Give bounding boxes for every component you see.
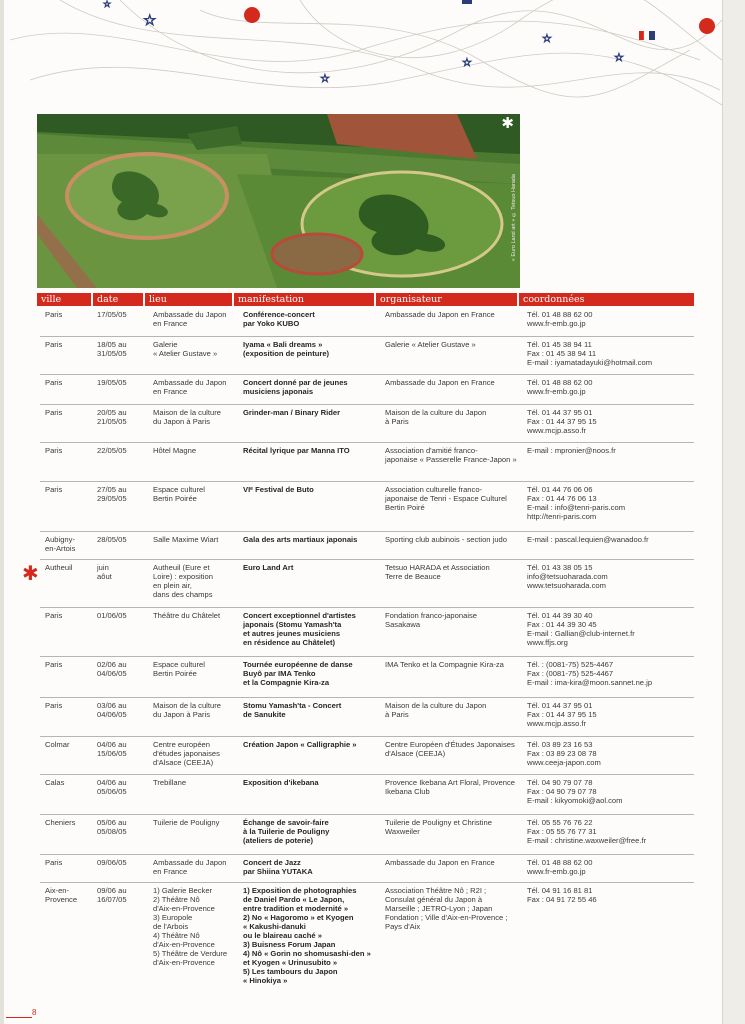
cell-organisateur: Ambassade du Japon en France	[385, 378, 495, 387]
cell-lieu: Espace culturel Bertin Poirée	[153, 485, 205, 503]
cell-manifestation: Conférence-concert par Yoko KUBO	[243, 310, 315, 328]
cell-manifestation: Tournée européenne de danse Buyô par IMA Tenko et la Compagnie Kira-za	[243, 660, 353, 687]
star-icon: ☆	[143, 11, 157, 29]
cell-manifestation: VIᵉ Festival de Buto	[243, 485, 314, 494]
cell-manifestation: Grinder-man / Binary Rider	[243, 408, 341, 417]
table-row	[40, 375, 694, 405]
table-row	[40, 815, 694, 855]
page-number-rule	[6, 1017, 32, 1018]
cell-lieu: Trebillane	[153, 778, 187, 787]
table-row	[40, 443, 694, 482]
cell-ville: Paris	[45, 310, 63, 319]
table-row	[40, 855, 694, 883]
cell-coordonnees: Tél. 01 44 37 95 01 Fax : 01 44 37 95 15 www.mcjp.asso.fr	[527, 408, 597, 435]
aerial-field-image	[37, 114, 520, 288]
cell-lieu: Ambassade du Japon en France	[153, 378, 227, 396]
cell-ville: Paris	[45, 408, 63, 417]
column-header-date: date	[93, 293, 143, 306]
cell-lieu: Tuilerie de Pouligny	[153, 818, 220, 827]
table-row	[40, 608, 694, 657]
cell-manifestation: Stomu Yamash'ta - Concert de Sanukite	[243, 701, 342, 719]
cell-organisateur: Maison de la culture du Japon à Paris	[385, 701, 487, 719]
cell-manifestation: Création Japon « Calligraphie »	[243, 740, 357, 749]
cell-date: 19/05/05	[97, 378, 127, 387]
cell-lieu: Théâtre du Châtelet	[153, 611, 221, 620]
cell-ville: Paris	[45, 660, 63, 669]
cell-lieu: Hôtel Magne	[153, 446, 197, 455]
cell-manifestation: Échange de savoir-faire à la Tuilerie de Pouligny (ateliers de poterie)	[243, 818, 330, 845]
cell-lieu: Salle Maxime Wiart	[153, 535, 219, 544]
cell-manifestation: Gala des arts martiaux japonais	[243, 535, 358, 544]
cell-lieu: Maison de la culture du Japon à Paris	[153, 408, 221, 426]
cell-lieu: Espace culturel Bertin Poirée	[153, 660, 205, 678]
cell-ville: Paris	[45, 701, 63, 710]
asterisk-icon: ✱	[501, 115, 514, 132]
cell-date: 04/06 au 05/06/05	[97, 778, 127, 796]
cell-date: 09/06 au 16/07/05	[97, 886, 127, 904]
column-header-ville: ville	[37, 293, 91, 306]
cell-date: 04/06 au 15/06/05	[97, 740, 127, 758]
cell-ville: Aix-en- Provence	[45, 886, 78, 904]
cell-date: 09/06/05	[97, 858, 127, 867]
cell-coordonnees: Tél. 01 48 88 62 00 www.fr-emb.go.jp	[527, 310, 593, 328]
cell-date: 20/05 au 21/05/05	[97, 408, 127, 426]
cell-coordonnees: Tél. 01 44 76 06 06 Fax : 01 44 76 06 13 E-mail : info@tenri-paris.com http://tenri-paris.com	[527, 485, 626, 521]
land-art-photo	[37, 114, 520, 288]
cell-lieu: Centre européen d'études japonaises d'Alsace (CEEJA)	[153, 740, 220, 767]
cell-coordonnees: Tél. : (0081-75) 525-4467 Fax : (0081-75) 525-4467 E-mail : ima-kira@moon.sannet.ne.jp	[527, 660, 653, 687]
photo-credit: « Euro Land art » © Tetsuo Harada	[511, 174, 517, 262]
cell-ville: Calas	[45, 778, 65, 787]
flag-fragment-icon	[462, 0, 472, 4]
cell-organisateur: Ambassade du Japon en France	[385, 858, 495, 867]
cell-date: 22/05/05	[97, 446, 127, 455]
cell-organisateur: Association culturelle franco- japonaise de Tenri - Espace Culturel Bertin Poiré	[385, 485, 507, 512]
column-header-manifestation: manifestation	[234, 293, 374, 306]
cell-lieu: Galerie « Atelier Gustave »	[153, 340, 218, 358]
star-icon: ☆	[542, 32, 552, 45]
cell-organisateur: Tuilerie de Pouligny et Christine Waxweiler	[385, 818, 492, 836]
cell-organisateur: Fondation franco-japonaise Sasakawa	[385, 611, 478, 629]
cell-ville: Paris	[45, 446, 63, 455]
cell-manifestation: 1) Exposition de photographies de Daniel Pardo « Le Japon, entre tradition et modernité » 2) No « Hagoromo » et Kyogen « Kakushi-danuki ou le blaireau caché » 3) Buisness Forum Japan 4) Nô « Gorin no shomusashi-den » et Kyogen « Urinusubito » 5) Les tambours du Japon « Hinokiya »	[243, 886, 371, 985]
cell-organisateur: Ambassade du Japon en France	[385, 310, 495, 319]
column-header-coordonnees: coordonnées	[519, 293, 694, 306]
cell-lieu: Maison de la culture du Japon à Paris	[153, 701, 221, 719]
cell-date: 27/05 au 29/05/05	[97, 485, 127, 503]
header-decoration	[0, 0, 745, 112]
column-header-organisateur: organisateur	[376, 293, 517, 306]
asterisk-marker-icon: ✱	[22, 563, 39, 585]
cell-manifestation: Concert donné par de jeunes musiciens japonais	[243, 378, 348, 396]
red-dot-icon	[244, 7, 260, 23]
cell-coordonnees: Tél. 04 90 79 07 78 Fax : 04 90 79 07 78 E-mail : kikyomoki@aol.com	[527, 778, 623, 805]
cell-organisateur: Sporting club aubinois - section judo	[385, 535, 507, 544]
cell-coordonnees: Tél. 04 91 16 81 81 Fax : 04 91 72 55 46	[527, 886, 597, 904]
cell-coordonnees: Tél. 01 43 38 05 15 info@tetsuoharada.com www.tetsuoharada.com	[527, 563, 608, 590]
cell-coordonnees: E-mail : mpronier@noos.fr	[527, 446, 616, 455]
flag-icon	[639, 31, 655, 40]
cell-organisateur: Centre Européen d'Études Japonaises d'Alsace (CEEJA)	[385, 740, 515, 758]
cell-manifestation: Euro Land Art	[243, 563, 294, 572]
cell-ville: Aubigny- en-Artois	[45, 535, 76, 553]
cell-organisateur: IMA Tenko et la Compagnie Kira-za	[385, 660, 504, 669]
cell-date: 03/06 au 04/06/05	[97, 701, 127, 719]
cell-manifestation: Iyama « Bali dreams » (exposition de peinture)	[243, 340, 330, 358]
star-icon: ☆	[462, 56, 472, 69]
cell-coordonnees: Tél. 05 55 76 76 22 Fax : 05 55 76 77 31 E-mail : christine.waxweiler@free.fr	[527, 818, 647, 845]
cell-ville: Paris	[45, 340, 63, 349]
cell-ville: Colmar	[45, 740, 70, 749]
cell-organisateur: Tetsuo HARADA et Association Terre de Beauce	[385, 563, 490, 581]
table-row	[40, 482, 694, 532]
star-icon: ☆	[614, 51, 624, 64]
cell-date: juin aôut	[97, 563, 112, 581]
cell-lieu: Autheuil (Eure et Loire) : exposition en plein air, dans des champs	[153, 563, 213, 599]
cell-coordonnees: Tél. 01 45 38 94 11 Fax : 01 45 38 94 11 E-mail : iyamatadayuki@hotmail.com	[527, 340, 653, 367]
cell-coordonnees: Tél. 03 89 23 16 53 Fax : 03 89 23 08 78 www.ceeja-japon.com	[527, 740, 601, 767]
cell-date: 01/06/05	[97, 611, 127, 620]
cell-coordonnees: Tél. 01 44 37 95 01 Fax : 01 44 37 95 15 www.mcjp.asso.fr	[527, 701, 597, 728]
cell-manifestation: Concert exceptionnel d'artistes japonais (Stomu Yamash'ta et autres jeunes musiciens en résidence au Châtelet)	[243, 611, 356, 647]
cell-lieu: Ambassade du Japon en France	[153, 858, 227, 876]
cell-ville: Paris	[45, 485, 63, 494]
cell-ville: Paris	[45, 611, 63, 620]
cell-date: 05/06 au 05/08/05	[97, 818, 127, 836]
star-icon: ☆	[320, 72, 330, 85]
cell-date: 18/05 au 31/05/05	[97, 340, 127, 358]
table-row	[40, 698, 694, 737]
cell-organisateur: Provence Ikebana Art Floral, Provence Ikebana Club	[385, 778, 516, 796]
cell-coordonnees: E-mail : pascal.lequien@wanadoo.fr	[527, 535, 649, 544]
cell-ville: Autheuil	[45, 563, 73, 572]
cell-organisateur: Association d'amitié franco- japonaise « Passerelle France-Japon »	[385, 446, 517, 464]
star-icon: ☆	[103, 0, 112, 10]
cell-ville: Paris	[45, 858, 63, 867]
cell-organisateur: Galerie « Atelier Gustave »	[385, 340, 476, 349]
cell-manifestation: Exposition d'ikebana	[243, 778, 319, 787]
cell-date: 17/05/05	[97, 310, 127, 319]
cell-ville: Cheniers	[45, 818, 76, 827]
column-header-lieu: lieu	[145, 293, 232, 306]
cell-date: 28/05/05	[97, 535, 127, 544]
cell-lieu: Ambassade du Japon en France	[153, 310, 227, 328]
page-number: 8	[32, 1008, 37, 1017]
cell-coordonnees: Tél. 01 48 88 62 00 www.fr-emb.go.jp	[527, 378, 593, 396]
cell-manifestation: Concert de Jazz par Shiina YUTAKA	[243, 858, 313, 876]
cell-organisateur: Maison de la culture du Japon à Paris	[385, 408, 487, 426]
cell-lieu: 1) Galerie Becker 2) Théâtre Nô d'Aix-en-Provence 3) Europole de l'Arbois 4) Théâtre Nô d'Aix-en-Provence 5) Théâtre de Verdure d'Aix-en-Provence	[153, 886, 228, 967]
cell-manifestation: Récital lyrique par Manna ITO	[243, 446, 350, 455]
table-row	[40, 532, 694, 560]
table-row	[40, 737, 694, 775]
table-row	[40, 560, 694, 608]
table-row	[40, 307, 694, 337]
cell-date: 02/06 au 04/06/05	[97, 660, 127, 678]
cell-coordonnees: Tél. 01 44 39 30 40 Fax : 01 44 39 30 45 E-mail : Gallian@club-internet.fr www.ffjs.org	[527, 611, 635, 647]
red-dot-icon	[699, 18, 715, 34]
cell-ville: Paris	[45, 378, 63, 387]
table-row	[40, 883, 694, 1002]
facing-page-edge	[722, 0, 745, 1024]
table-row	[40, 405, 694, 443]
table-row	[40, 337, 694, 375]
table-row	[40, 775, 694, 815]
cell-coordonnees: Tél. 01 48 88 62 00 www.fr-emb.go.jp	[527, 858, 593, 876]
cell-organisateur: Association Théâtre Nô ; R2I ; Consulat général du Japon à Marseille ; JETRO-Lyon ; Japan Fondation ; Ville d'Aix-en-Provence ; Pays d'Aix	[385, 886, 508, 931]
table-row	[40, 657, 694, 698]
